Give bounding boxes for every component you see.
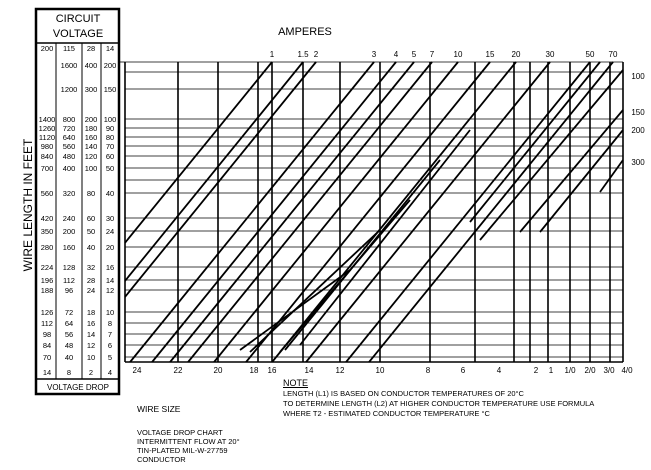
voltage-value-14v: 10 <box>105 308 115 317</box>
voltage-value-115v: 640 <box>62 133 76 142</box>
ampere-tick-10: 10 <box>453 50 463 59</box>
ampere-line-5 <box>170 62 414 362</box>
wire-size-tick-1-0: 1/0 <box>564 366 576 375</box>
voltage-value-115v: 1600 <box>60 61 78 70</box>
voltage-value-14v: 6 <box>107 341 113 350</box>
voltage-value-28v: 80 <box>86 189 96 198</box>
note-line-1: LENGTH (L1) IS BASED ON CONDUCTOR TEMPERATURES OF 20°C <box>283 389 524 398</box>
ampere-line-15 <box>246 62 490 362</box>
voltage-value-115v: 320 <box>62 189 76 198</box>
ampere-tick-2: 2 <box>313 50 319 59</box>
ampere-tick-15: 15 <box>485 50 495 59</box>
voltage-value-14v: 14 <box>105 276 115 285</box>
wire-size-tick-2-0: 2/0 <box>584 366 596 375</box>
voltage-title-line1: CIRCUIT <box>55 13 101 25</box>
voltage-value-200v: 126 <box>40 308 54 317</box>
wire-size-tick-4: 4 <box>496 366 502 375</box>
ampere-line-extension <box>600 160 623 192</box>
ampere-line-extension <box>470 62 600 222</box>
wire-size-tick-20: 20 <box>213 366 223 375</box>
voltage-value-115v: 720 <box>62 124 76 133</box>
voltage-value-28v: 16 <box>86 319 96 328</box>
wire-size-tick-22: 22 <box>173 366 183 375</box>
voltage-value-200v: 112 <box>41 319 53 328</box>
voltage-value-28v: 12 <box>86 341 96 350</box>
voltage-value-200v: 280 <box>40 243 54 252</box>
voltage-value-115v: 64 <box>64 319 74 328</box>
voltage-value-14v: 12 <box>105 286 115 295</box>
ampere-tick-1_5: 1.5 <box>297 50 309 59</box>
ampere-line-50 <box>346 62 590 362</box>
wire-size-tick-6: 6 <box>460 366 466 375</box>
voltage-header-200: 200 <box>40 44 54 53</box>
ampere-tick-labels <box>270 50 618 59</box>
voltage-value-28v: 14 <box>86 330 96 339</box>
wire-size-tick-18: 18 <box>249 366 259 375</box>
voltage-value-200v: 1400 <box>38 115 56 124</box>
voltage-value-28v: 32 <box>86 263 96 272</box>
voltage-value-14v: 50 <box>105 164 115 173</box>
voltage-value-115v: 1200 <box>60 85 78 94</box>
voltage-value-200v: 350 <box>40 227 54 236</box>
voltage-value-200v: 1260 <box>38 124 56 133</box>
voltage-value-14v: 90 <box>105 124 115 133</box>
wire-size-tick-16: 16 <box>267 366 277 375</box>
voltage-value-115v: 8 <box>66 368 72 377</box>
ampere-tick-1: 1 <box>269 50 275 59</box>
voltage-value-200v: 700 <box>40 164 54 173</box>
voltage-value-28v: 40 <box>86 243 96 252</box>
ampere-line-2 <box>125 62 316 297</box>
wire-size-tick-1: 1 <box>548 366 554 375</box>
ampere-line-extension <box>280 200 410 352</box>
voltage-header-14: 14 <box>105 44 115 53</box>
voltage-value-14v: 8 <box>107 319 113 328</box>
voltage-value-115v: 800 <box>62 115 76 124</box>
voltage-value-200v: 420 <box>40 214 54 223</box>
voltage-value-28v: 50 <box>86 227 96 236</box>
voltage-value-200v: 98 <box>42 330 52 339</box>
voltage-value-200v: 188 <box>40 286 54 295</box>
voltage-value-28v: 300 <box>84 85 98 94</box>
wire-size-tick-14: 14 <box>304 366 314 375</box>
caption-line-2: INTERMITTENT FLOW AT 20° <box>137 437 240 446</box>
right-ampere-tick-200: 200 <box>631 126 645 135</box>
wire-size-tick-4-0: 4/0 <box>621 366 633 375</box>
ampere-tick-3: 3 <box>371 50 377 59</box>
voltage-value-115v: 480 <box>62 152 76 161</box>
voltage-value-115v: 240 <box>62 214 76 223</box>
wire-size-tick-2: 2 <box>533 366 539 375</box>
voltage-value-28v: 180 <box>84 124 98 133</box>
voltage-value-115v: 72 <box>64 308 74 317</box>
voltage-drop-label: VOLTAGE DROP <box>47 383 109 392</box>
ampere-tick-7: 7 <box>429 50 435 59</box>
voltage-value-14v: 30 <box>105 214 115 223</box>
wire-size-tick-12: 12 <box>335 366 345 375</box>
voltage-value-28v: 28 <box>86 276 96 285</box>
wire-size-tick-3-0: 3/0 <box>603 366 615 375</box>
voltage-value-28v: 140 <box>84 142 98 151</box>
note-title: NOTE <box>283 378 309 388</box>
right-ampere-tick-150: 150 <box>631 108 645 117</box>
voltage-value-115v: 56 <box>64 330 74 339</box>
voltage-value-28v: 60 <box>86 214 96 223</box>
right-ampere-tick-300: 300 <box>631 158 645 167</box>
ampere-tick-70: 70 <box>608 50 618 59</box>
voltage-value-115v: 128 <box>62 263 76 272</box>
voltage-value-28v: 400 <box>84 61 98 70</box>
voltage-header-28: 28 <box>86 44 96 53</box>
voltage-value-200v: 560 <box>40 189 54 198</box>
voltage-value-28v: 18 <box>86 308 96 317</box>
wire-size-tick-labels <box>133 366 634 375</box>
voltage-value-200v: 224 <box>40 263 54 272</box>
voltage-values <box>39 61 117 377</box>
ampere-tick-5: 5 <box>411 50 417 59</box>
voltage-value-14v: 4 <box>107 368 113 377</box>
voltage-value-200v: 70 <box>42 353 52 362</box>
wire-size-tick-8: 8 <box>425 366 431 375</box>
voltage-value-200v: 14 <box>42 368 52 377</box>
voltage-value-28v: 24 <box>86 286 96 295</box>
voltage-value-115v: 560 <box>62 142 76 151</box>
voltage-value-115v: 40 <box>64 353 74 362</box>
voltage-value-28v: 200 <box>84 115 98 124</box>
caption-line-3: TIN-PLATED MIL-W-27759 <box>137 446 228 455</box>
voltage-value-200v: 980 <box>40 142 54 151</box>
wire-size-tick-10: 10 <box>375 366 385 375</box>
voltage-value-28v: 100 <box>84 164 98 173</box>
ampere-line-20 <box>272 62 516 362</box>
voltage-value-14v: 24 <box>105 227 115 236</box>
voltage-value-14v: 80 <box>105 133 115 142</box>
voltage-value-200v: 84 <box>42 341 52 350</box>
voltage-value-28v: 160 <box>84 133 98 142</box>
ampere-line-1.5 <box>125 62 303 281</box>
voltage-value-14v: 60 <box>105 152 115 161</box>
ampere-line-3 <box>130 62 374 362</box>
voltage-value-14v: 20 <box>105 243 115 252</box>
ampere-tick-30: 30 <box>545 50 555 59</box>
wire-size-tick-24: 24 <box>132 366 142 375</box>
caption-line-4: CONDUCTOR <box>137 455 186 464</box>
voltage-value-28v: 10 <box>86 353 96 362</box>
voltage-value-14v: 7 <box>107 330 113 339</box>
y-axis-label: WIRE LENGTH IN FEET <box>21 138 35 272</box>
voltage-value-115v: 200 <box>62 227 76 236</box>
caption-line-1: VOLTAGE DROP CHART <box>137 428 223 437</box>
voltage-value-14v: 100 <box>103 115 117 124</box>
right-ampere-tick-100: 100 <box>631 72 645 81</box>
voltage-value-115v: 400 <box>62 164 76 173</box>
voltage-value-200v: 840 <box>40 152 54 161</box>
ampere-tick-50: 50 <box>585 50 595 59</box>
voltage-value-200v: 196 <box>40 276 54 285</box>
wire-size-label: WIRE SIZE <box>137 404 181 414</box>
right-ampere-labels <box>631 72 645 167</box>
amperes-label: AMPERES <box>278 26 332 38</box>
voltage-value-28v: 2 <box>88 368 94 377</box>
voltage-value-14v: 200 <box>103 61 117 70</box>
voltage-value-14v: 5 <box>107 353 113 362</box>
ampere-line-10 <box>214 62 458 362</box>
voltage-value-14v: 16 <box>105 263 115 272</box>
voltage-header-115: 115 <box>63 44 75 53</box>
note-line-2: TO DETERMINE LENGTH (L2) AT HIGHER CONDUCTOR TEMPERATURE USE FORMULA <box>283 399 595 408</box>
voltage-value-14v: 150 <box>103 85 117 94</box>
voltage-value-14v: 70 <box>105 142 115 151</box>
note-line-3: WHERE T2 - ESTIMATED CONDUCTOR TEMPERATURE °C <box>283 409 490 418</box>
voltage-value-115v: 112 <box>63 276 75 285</box>
voltage-value-115v: 160 <box>62 243 76 252</box>
voltage-title-line2: VOLTAGE <box>52 28 104 40</box>
ampere-tick-20: 20 <box>511 50 521 59</box>
voltage-value-200v: 1120 <box>38 133 56 142</box>
voltage-value-14v: 40 <box>105 189 115 198</box>
voltage-value-28v: 120 <box>84 152 98 161</box>
ampere-line-4 <box>152 62 396 362</box>
voltage-value-115v: 96 <box>64 286 74 295</box>
voltage-value-115v: 48 <box>64 341 74 350</box>
ampere-tick-4: 4 <box>393 50 399 59</box>
